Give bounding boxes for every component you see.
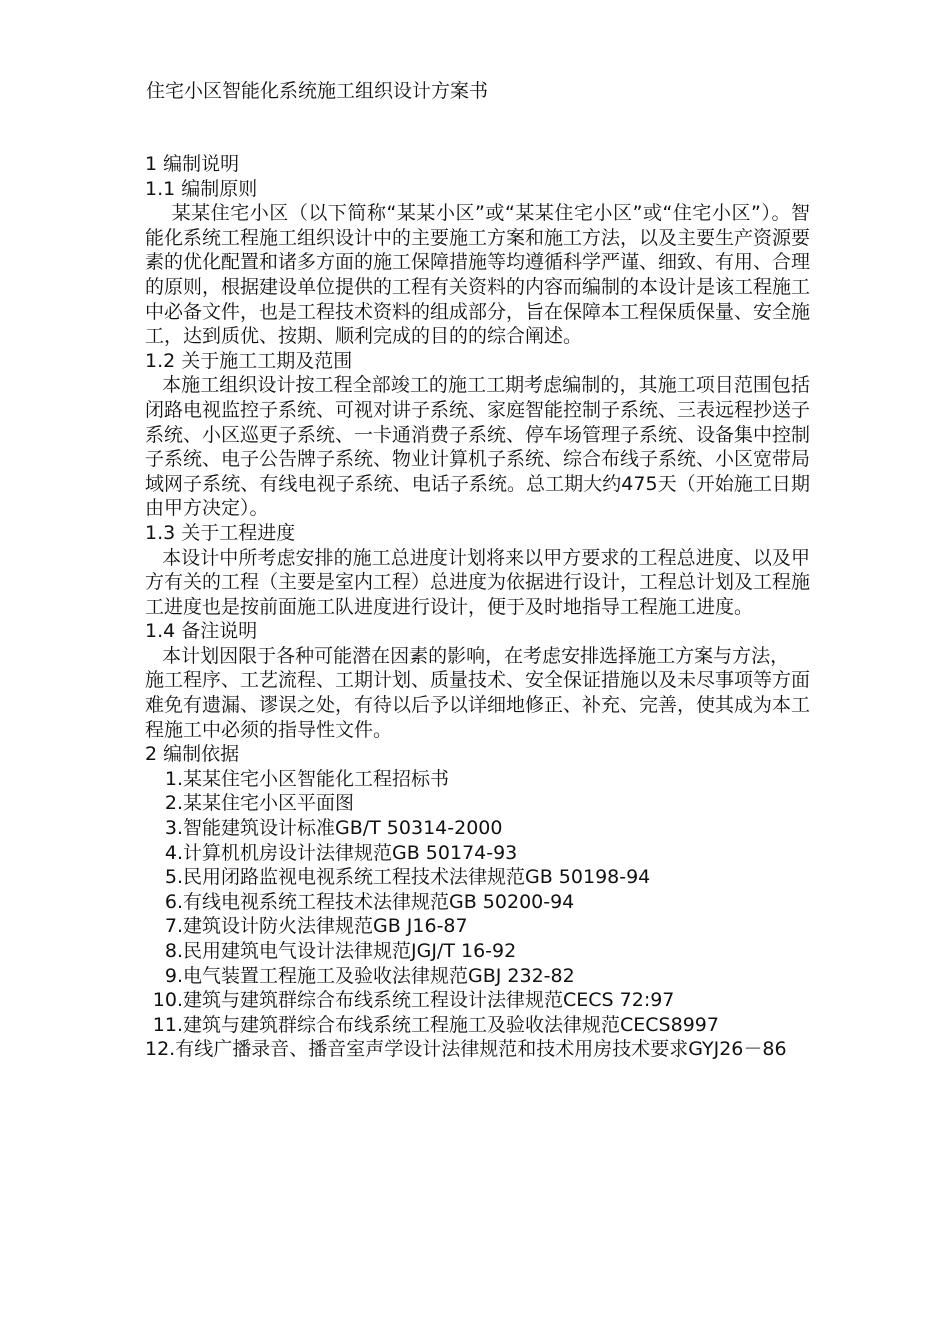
basis-list-item (145, 816, 810, 841)
basis-item-number: 8. (164, 940, 183, 962)
basis-list-item (145, 1013, 810, 1038)
basis-list-item (145, 890, 810, 915)
basis-item-text: 建筑与建筑群综合布线系统工程施工及验收法律规范CECS8997 (183, 1013, 719, 1036)
basis-item-text: 某某住宅小区平面图 (183, 792, 355, 815)
basis-list-item (145, 1037, 810, 1062)
basis-item-text: 电气装置工程施工及验收法律规范GBJ 232-82 (183, 964, 575, 987)
basis-list-item (145, 841, 810, 866)
section-1-4-heading: 1.4 备注说明 (145, 620, 258, 643)
section-1-2-text: 本施工组织设计按工程全部竣工的施工工期考虑编制的，其施工项目范围包括闭路电视监控子系统、可视对讲子系统、家庭智能控制子系统、三表远程抄送子系统、小区巡更子系统、一卡通消费子系统、停车场管理子系统、设备集中控制子系统、电子公告牌子系统、物业计算机子系统、综合布线子系统、小区宽带局域网子系统、有线电视子系统、电话子系统。总工期大约475天（开始施工日期由甲方决定）。 (145, 374, 811, 520)
basis-list-item (145, 914, 810, 939)
basis-item-number: 12. (145, 1038, 176, 1061)
section-2-heading: 2 编制依据 (145, 743, 240, 766)
basis-item-text: 建筑设计防火法律规范GB J16-87 (183, 915, 468, 938)
basis-item-number: 6. (164, 890, 183, 913)
basis-list-item (145, 865, 810, 890)
basis-item-number: 5. (164, 866, 183, 889)
basis-list-item (145, 791, 810, 816)
basis-item-number: 4. (164, 841, 183, 864)
basis-item-number: 7. (164, 915, 183, 938)
basis-item-number: 1. (164, 767, 183, 790)
basis-item-text: 有线广播录音、播音室声学设计法律规范和技术用房技术要求GYJ26－86 (175, 1038, 787, 1061)
section-1-heading: 1 编制说明 (145, 153, 240, 175)
basis-item-text: 有线电视系统工程技术法律规范GB 50200-94 (183, 890, 575, 913)
basis-item-text: 民用闭路监视电视系统工程技术法律规范GB 50198-94 (183, 866, 651, 889)
document-body (145, 152, 810, 1062)
basis-list-item (145, 964, 810, 989)
basis-item-text: 建筑与建筑群综合布线系统工程设计法律规范CECS 72:97 (183, 989, 675, 1012)
section-1-1-heading: 1.1 编制原则 (145, 177, 258, 200)
basis-item-number: 10. (152, 989, 183, 1012)
section-1-4-line: 施工程序、工艺流程、工期计划、质量技术、安全保证措施以及未尽事项等方面 (145, 669, 811, 692)
section-1-4-line: 程施工中必须的指导性文件。 (145, 718, 393, 741)
basis-item-number: 9. (164, 964, 183, 987)
basis-item-text: 民用建筑电气设计法律规范JGJ/T 16-92 (183, 940, 517, 962)
basis-list (145, 767, 810, 1062)
document-title: 住宅小区智能化系统施工组织设计方案书 (146, 80, 489, 102)
section-1-4-line: 难免有遗漏、谬误之处，有待以后予以详细地修正、补充、完善，使其成为本工 (145, 694, 811, 717)
basis-item-text: 智能建筑设计标准GB/T 50314-2000 (183, 817, 503, 840)
basis-item-number: 2. (164, 792, 183, 815)
section-1-3-heading: 1.3 关于工程进度 (145, 521, 296, 544)
section-1-3-text: 本设计中所考虑安排的施工总进度计划将来以甲方要求的工程总进度、以及甲方有关的工程（主要是室内工程）总进度为依据进行设计，工程总计划及工程施工进度也是按前面施工队进度进行设计，便于及时地指导工程施工进度。 (145, 546, 811, 618)
basis-list-item (145, 767, 810, 792)
basis-item-number: 11. (152, 1013, 183, 1036)
basis-list-item (145, 988, 810, 1013)
section-1-2-heading: 1.2 关于施工工期及范围 (145, 349, 353, 372)
basis-list-item (145, 939, 810, 964)
basis-item-text: 计算机机房设计法律规范GB 50174-93 (183, 841, 518, 864)
basis-item-number: 3. (164, 817, 183, 840)
section-1-1-text: 某某住宅小区（以下简称“某某小区”或“某某住宅小区”或“住宅小区”）。智能化系统工程施工组织设计中的主要施工方案和施工方法，以及主要生产资源要素的优化配置和诸多方面的施工保障措施等均遵循科学严谨、细致、有用、合理的原则，根据建设单位提供的工程有关资料的内容而编制的本设计是该工程施工中必备文件，也是工程技术资料的组成部分，旨在保障本工程保质保量、安全施工，达到质优、按期、顺利完成的目的的综合阐述。 (145, 202, 811, 348)
basis-item-text: 某某住宅小区智能化工程招标书 (183, 767, 450, 790)
section-1-4-line: 本计划因限于各种可能潜在因素的影响，在考虑安排选择施工方案与方法， (162, 644, 790, 667)
